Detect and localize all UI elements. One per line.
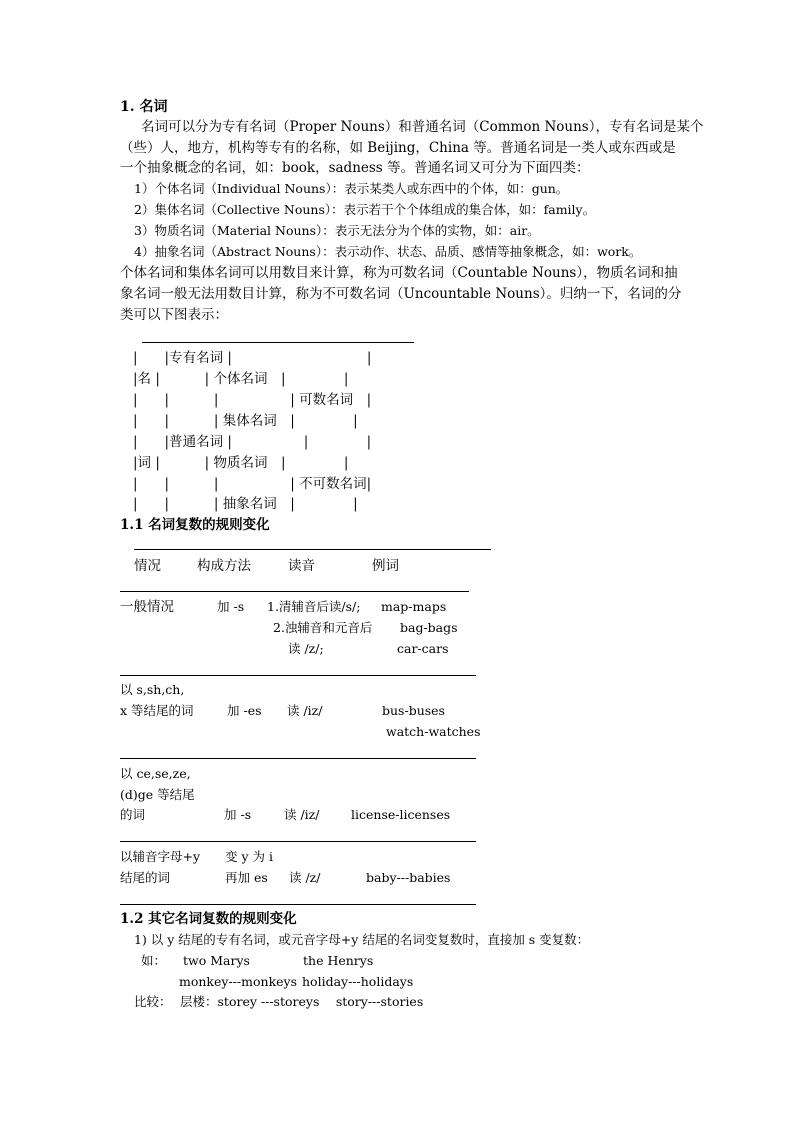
table-cell: 以 ce,se,ze, xyxy=(120,766,191,781)
table-header-cell: 例词 xyxy=(372,558,399,574)
example-text: holiday---holidays xyxy=(302,974,414,989)
table-cell: 加 -s xyxy=(217,599,245,614)
diagram-line: | | | | 不可数名词| xyxy=(133,476,372,492)
example-text: the Henrys xyxy=(303,953,374,968)
rule-text: 1) 以 y 结尾的专有名词，或元音字母+y 结尾的名词变复数时，直接加 s 变复数： xyxy=(134,932,590,947)
table-cell: bag-bags xyxy=(400,620,458,635)
diagram-line: |名 | | 个体名词 | | xyxy=(133,371,349,387)
table-rule xyxy=(120,904,476,905)
table-cell: license-licenses xyxy=(351,807,451,822)
table-header-cell: 构成方法 xyxy=(197,558,251,574)
paragraph-line: （些）人，地方，机构等专有的名称，如 Beijing，China 等。普通名词是一类人或东西或是 xyxy=(120,140,676,156)
section-heading: 1.1 名词复数的规则变化 xyxy=(120,517,270,533)
section-heading: 1.2 其它名词复数的规则变化 xyxy=(120,911,297,927)
table-rule xyxy=(120,841,476,842)
example-label: 如： xyxy=(141,953,167,968)
table-cell: 以 s,sh,ch, xyxy=(120,682,185,697)
table-cell: 一般情况 xyxy=(120,599,174,615)
table-cell: watch-watches xyxy=(386,724,481,739)
diagram-line: | | | | 可数名词 | xyxy=(133,392,372,408)
table-cell: bus-buses xyxy=(382,703,445,718)
table-cell: 加 -s xyxy=(224,807,252,822)
table-cell: 2.浊辅音和元音后 xyxy=(273,620,373,635)
table-cell: car-cars xyxy=(397,641,449,656)
example-text: monkey---monkeys xyxy=(179,974,298,989)
compare-label: 比较： xyxy=(134,994,172,1009)
section-heading: 1. 名词 xyxy=(120,99,168,115)
table-cell: 读 /z/ xyxy=(289,870,321,885)
table-header-cell: 情况 xyxy=(134,558,161,574)
table-cell: baby---babies xyxy=(366,870,451,885)
diagram-line: | | | 集体名词 | | xyxy=(133,413,358,429)
table-rule xyxy=(120,675,476,676)
diagram-line: |词 | | 物质名词 | | xyxy=(133,455,349,471)
table-cell: 加 -es xyxy=(227,703,262,718)
paragraph-line: 类可以下图表示： xyxy=(120,307,228,323)
table-cell: 变 y 为 i xyxy=(225,849,273,864)
diagram-line: | |普通名词 | | | xyxy=(133,434,372,450)
paragraph-line: 个体名词和集体名词可以用数目来计算，称为可数名词（Countable Nouns），物质名词和抽 xyxy=(120,265,678,281)
table-cell: 1.清辅音后读/s/; xyxy=(267,599,361,614)
table-cell: x 等结尾的词 xyxy=(120,703,194,718)
diagram-top-rule xyxy=(142,342,414,343)
compare-text: 层楼：storey ---storeys story---stories xyxy=(180,994,424,1009)
table-cell: (d)ge 等结尾 xyxy=(120,787,195,802)
table-cell: 的词 xyxy=(120,807,146,822)
noun-type-item: 2）集体名词（Collective Nouns）：表示若干个个体组成的集合体，如：family。 xyxy=(134,202,596,217)
table-cell: 再加 es xyxy=(225,870,268,885)
table-cell: 以辅音字母+y xyxy=(120,849,201,864)
table-cell: 读 /iz/ xyxy=(284,807,320,822)
table-rule xyxy=(120,758,476,759)
paragraph-line: 名词可以分为专有名词（Proper Nouns）和普通名词（Common Nouns），专有名词是某个 xyxy=(141,119,704,135)
noun-type-item: 3）物质名词（Material Nouns）：表示无法分为个体的实物，如：air。 xyxy=(134,223,540,238)
noun-type-item: 4）抽象名词（Abstract Nouns）：表示动作、状态、品质、感情等抽象概念，如：work。 xyxy=(134,244,642,259)
paragraph-line: 一个抽象概念的名词，如：book，sadness 等。普通名词又可分为下面四类： xyxy=(120,160,590,176)
example-text: two Marys xyxy=(183,953,250,968)
table-rule xyxy=(120,591,469,592)
table-cell: 读 /iz/ xyxy=(287,703,323,718)
table-header-cell: 读音 xyxy=(288,558,315,574)
table-cell: map-maps xyxy=(381,599,447,614)
table-cell: 结尾的词 xyxy=(120,870,171,885)
diagram-line: | | | 抽象名词 | | xyxy=(133,496,358,512)
diagram-line: | |专有名词 | | xyxy=(133,350,372,366)
paragraph-line: 象名词一般无法用数目计算，称为不可数名词（Uncountable Nouns）。归纳一下，名词的分 xyxy=(120,286,682,302)
noun-type-item: 1）个体名词（Individual Nouns）：表示某类人或东西中的个体，如：gun。 xyxy=(134,181,569,196)
table-rule xyxy=(134,549,491,550)
table-cell: 读 /z/; xyxy=(288,641,324,656)
